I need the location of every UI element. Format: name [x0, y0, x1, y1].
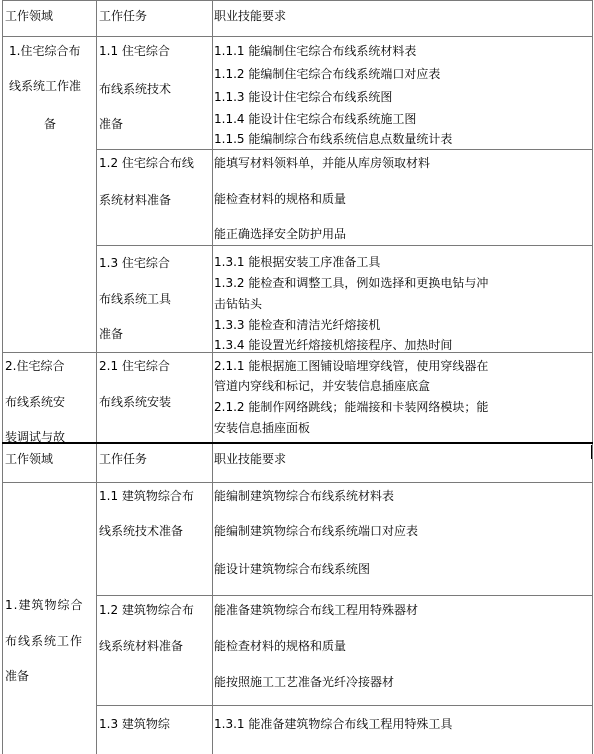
task-label: 2.1 住宅综合 — [99, 359, 170, 373]
column-divider-1 — [96, 0, 97, 754]
skill-item: 1.1.2 能编制住宅综合布线系统端口对应表 — [214, 67, 441, 81]
domain-label: 布线系统工作 — [5, 634, 84, 648]
skill-item: 管道内穿线和标记，并安装信息插座底盒 — [214, 379, 431, 393]
task-label: 布线系统技术 — [99, 82, 172, 96]
table-border-left — [2, 0, 3, 754]
skill-item: 能编制建筑物综合布线系统端口对应表 — [214, 524, 419, 538]
table1-top-border — [2, 0, 593, 1]
task-label: 系统材料准备 — [99, 193, 172, 207]
task-label: 布线系统工具 — [99, 292, 172, 306]
text-cursor — [591, 445, 592, 459]
skill-item: 能准备建筑物综合布线工程用特殊器材 — [214, 603, 419, 617]
skill-item: 1.1.1 能编制住宅综合布线系统材料表 — [214, 44, 417, 58]
domain-label: 2.住宅综合 — [5, 359, 65, 373]
task-label: 1.2 住宅综合布线 — [99, 156, 194, 170]
domain-label: 布线系统安 — [5, 395, 66, 409]
table2-row-rule — [96, 595, 593, 596]
skill-item: 1.3.1 能准备建筑物综合布线工程用特殊工具 — [214, 717, 453, 731]
task-label: 1.1 建筑物综合布 — [99, 489, 194, 503]
header-work-task: 工作任务 — [99, 9, 148, 23]
task-label: 线系统技术准备 — [99, 524, 184, 538]
header-work-task: 工作任务 — [99, 452, 148, 466]
domain-label: 1.建筑物综合 — [5, 598, 84, 612]
table1-row-rule — [96, 149, 593, 150]
skill-item: 能检查材料的规格和质量 — [214, 192, 347, 206]
task-label: 1.1 住宅综合 — [99, 44, 170, 58]
skill-item: 能填写材料领料单，并能从库房领取材料 — [214, 156, 431, 170]
skill-item: 1.1.3 能设计住宅综合布线系统图 — [214, 90, 393, 104]
table1-header-rule — [2, 36, 593, 37]
skill-item: 2.1.1 能根据施工图铺设暗埋穿线管，使用穿线器在 — [214, 359, 489, 373]
skill-item: 1.3.3 能检查和清洁光纤熔接机 — [214, 318, 381, 332]
skill-item: 1.1.5 能编制综合布线系统信息点数量统计表 — [214, 132, 453, 146]
task-label: 线系统材料准备 — [99, 639, 184, 653]
table1-row-rule — [96, 245, 593, 246]
skill-item: 2.1.2 能制作网络跳线；能端接和卡装网络模块；能 — [214, 400, 489, 414]
header-skill-requirements: 职业技能要求 — [214, 452, 287, 466]
column-divider-2 — [212, 0, 213, 754]
domain-label: 装调试与故 — [5, 430, 66, 444]
skill-item: 1.3.2 能检查和调整工具，例如选择和更换电钻与冲 — [214, 276, 489, 290]
skill-item: 能编制建筑物综合布线系统材料表 — [214, 489, 395, 503]
domain-label: 准备 — [5, 669, 30, 683]
table-border-right — [592, 0, 593, 754]
domain-label: 线系统工作准 — [9, 79, 82, 93]
table2-row-rule — [96, 705, 593, 706]
task-label: 1.3 住宅综合 — [99, 256, 170, 270]
task-label: 1.3 建筑物综 — [99, 717, 170, 731]
skill-item: 能正确选择安全防护用品 — [214, 227, 347, 241]
domain-label: 1.住宅综合布 — [9, 44, 81, 58]
table2-header-rule — [2, 482, 593, 483]
skill-item: 能按照施工工艺准备光纤冷接器材 — [214, 675, 395, 689]
task-label: 布线系统安装 — [99, 395, 172, 409]
task-label: 1.2 建筑物综合布 — [99, 603, 194, 617]
skill-item: 击钻钻头 — [214, 297, 263, 311]
domain-label: 备 — [44, 117, 57, 131]
skill-item: 安装信息插座面板 — [214, 421, 311, 435]
skill-item: 1.3.4 能设置光纤熔接机熔接程序、加热时间 — [214, 338, 453, 352]
table1-bottom-border — [2, 442, 593, 444]
skill-item: 能检查材料的规格和质量 — [214, 639, 347, 653]
skill-item: 1.3.1 能根据安装工序准备工具 — [214, 255, 381, 269]
table1-domain-rule — [2, 352, 593, 353]
task-label: 准备 — [99, 327, 124, 341]
skill-item: 能设计建筑物综合布线系统图 — [214, 562, 371, 576]
skill-item: 1.1.4 能设计住宅综合布线系统施工图 — [214, 112, 417, 126]
header-work-domain: 工作领域 — [5, 452, 54, 466]
header-work-domain: 工作领域 — [5, 9, 54, 23]
header-skill-requirements: 职业技能要求 — [214, 9, 287, 23]
task-label: 准备 — [99, 117, 124, 131]
